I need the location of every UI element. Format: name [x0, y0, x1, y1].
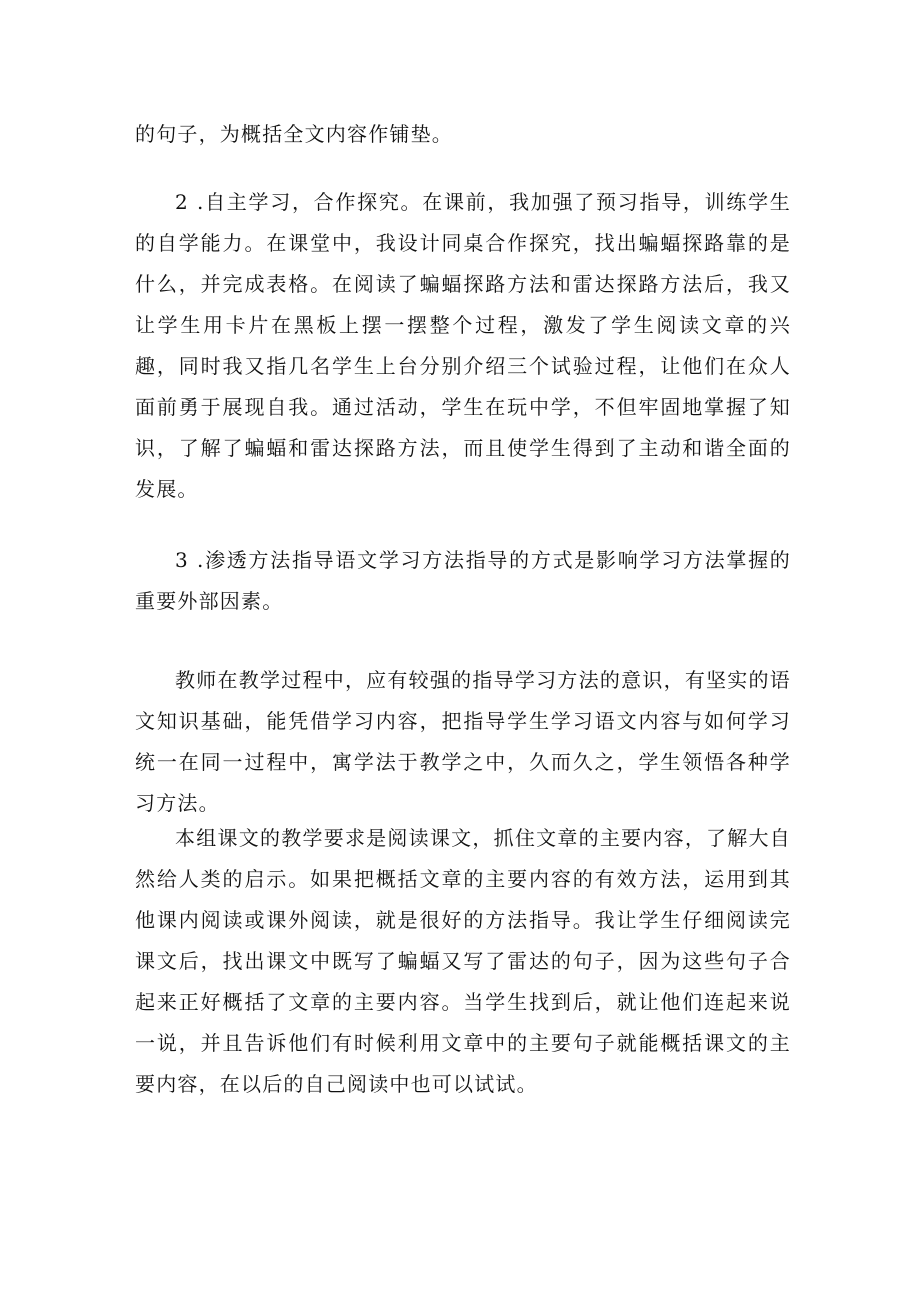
paragraph-continuation: 的句子，为概括全文内容作铺垫。	[135, 122, 453, 146]
paragraph-item-2: 2 .自主学习，合作探究。在课前，我加强了预习指导，训练学生的自学能力。在课堂中，我设计同桌合作探究，找出蝙蝠探路靠的是什么，并完成表格。在阅读了蝙蝠探路方法和雷达探路方法后，我又让学生用卡片在黑板上摆一摆整个过程，激发了学生阅读文章的兴趣，同时我又指几名学生上台分别介绍三个试验过程，让他们在众人面前勇于展现自我。通过活动，学生在玩中学，不但牢固地掌握了知识，了解了蝙蝠和雷达探路方法，而且使学生得到了主动和谐全面的发展。	[135, 190, 791, 501]
paragraph-unit-requirements: 本组课文的教学要求是阅读课文，抓住文章的主要内容，了解大自然给人类的启示。如果把概括文章的主要内容的有效方法，运用到其他课内阅读或课外阅读，就是很好的方法指导。我让学生仔细阅读完课文后，找出课文中既写了蝙蝠又写了雷达的句子，因为这些句子合起来正好概括了文章的主要内容。当学生找到后，就让他们连起来说一说，并且告诉他们有时候利用文章中的主要句子就能概括课文的主要内容，在以后的自己阅读中也可以试试。	[135, 826, 791, 1096]
paragraph-teacher-guidance: 教师在教学过程中，应有较强的指导学习方法的意识，有坚实的语文知识基础，能凭借学习内容，把指导学生学习语文内容与如何学习统一在同一过程中，寓学法于教学之中，久而久之，学生领悟各种学习方法。	[135, 668, 791, 815]
paragraph-item-3: 3 .渗透方法指导语文学习方法指导的方式是影响学习方法掌握的重要外部因素。	[135, 548, 791, 613]
